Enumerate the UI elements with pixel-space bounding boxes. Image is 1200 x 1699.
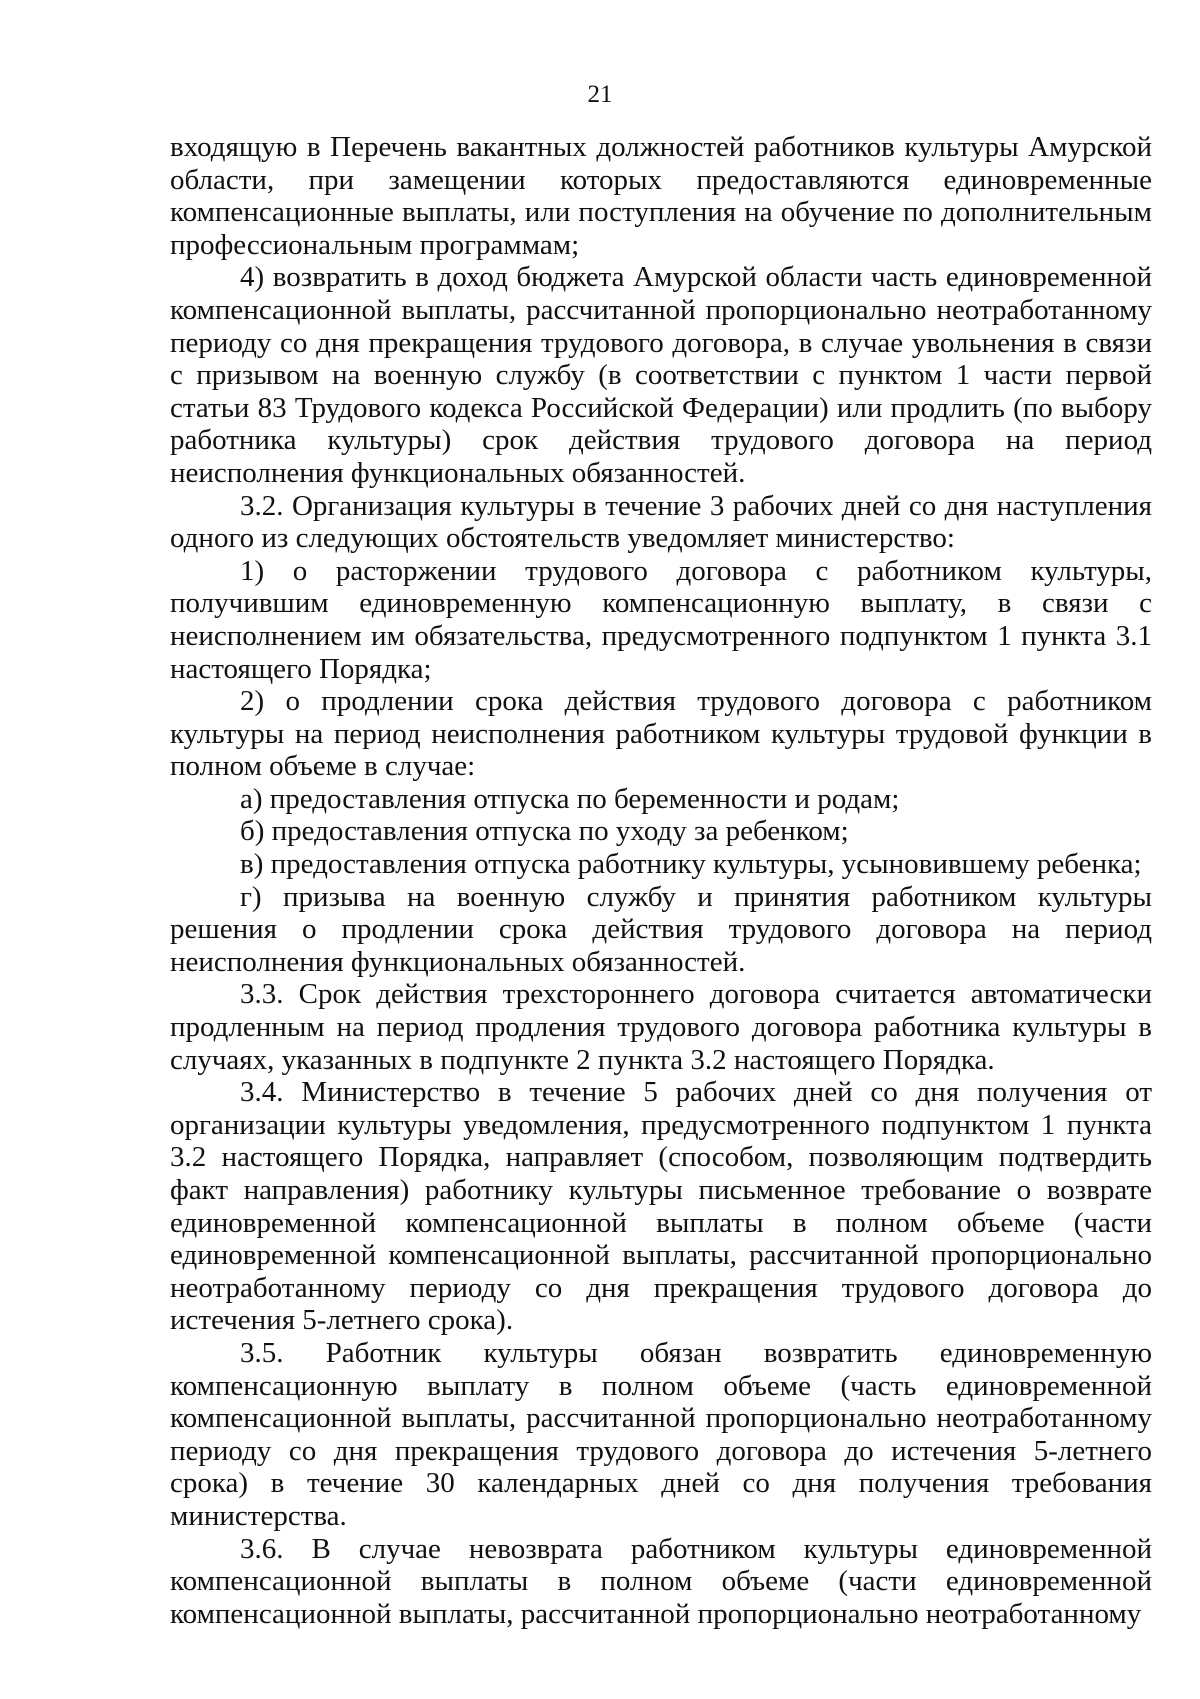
page-number: 21 [587,81,613,108]
paragraph: 4) возвратить в доход бюджета Амурской области часть единовременной компенсационной выплаты, рассчитанной пропорционально неотработанному периоду со дня прекращения трудового договора, в случае увольнения в связи с призывом на военную службу (в соответствии с пунктом 1 части первой статьи 83 Трудового кодекса Российской Федерации) или продлить (по выбору работника культуры) срок действия трудового договора на период неисполнения функциональных обязанностей. [170,261,1152,489]
sub-list-item: г) призыва на военную службу и принятия работником культуры решения о продлении срока действия трудового договора на период неисполнения функциональных обязанностей. [170,880,1152,978]
sub-list-item: б) предоставления отпуска по уходу за ребенком; [240,815,849,848]
paragraph: входящую в Перечень вакантных должностей работников культуры Амурской области, при замещении которых предоставляются единовременные компенсационные выплаты, или поступления на обучение по дополнительным профессиональным программам; [170,131,1152,261]
list-item: 2) о продлении срока действия трудового договора с работником культуры на период неисполнения работником культуры трудовой функции в полном объеме в случае: [170,685,1152,783]
section-paragraph-3-5: 3.5. Работник культуры обязан возвратить единовременную компенсационную выплату в полном объеме (часть единовременной компенсационной выплаты, рассчитанной пропорционально неотработанному периоду со дня прекращения трудового договора до истечения 5-летнего срока) в течение 30 календарных дней со дня получения требования министерства. [170,1336,1152,1532]
sub-list-item: в) предоставления отпуска работнику культуры, усыновившему ребенка; [240,848,1142,881]
section-paragraph-3-6: 3.6. В случае невозврата работником культуры единовременной компенсационной выплаты в полном объеме (части единовременной компенсационной выплаты, рассчитанной пропорционально неотработанному [170,1532,1152,1630]
list-item: 1) о расторжении трудового договора с работником культуры, получившим единовременную компенсационную выплату, в связи с неисполнением им обязательства, предусмотренного подпунктом 1 пункта 3.1 настоящего Порядка; [170,554,1152,685]
section-paragraph-3-3: 3.3. Срок действия трехстороннего договора считается автоматически продленным на период продления трудового договора работника культуры в случаях, указанных в подпункте 2 пункта 3.2 настоящего Порядка. [170,978,1152,1076]
section-paragraph-3-2: 3.2. Организация культуры в течение 3 рабочих дней со дня наступления одного из следующих обстоятельств уведомляет министерство: [170,489,1152,555]
sub-list-item: а) предоставления отпуска по беременности и родам; [240,782,900,815]
document-body [170,131,1152,1630]
section-paragraph-3-4: 3.4. Министерство в течение 5 рабочих дней со дня получения от организации культуры уведомления, предусмотренного подпунктом 1 пункта 3.2 настоящего Порядка, направляет (способом, позволяющим подтвердить факт направления) работнику культуры письменное требование о возврате единовременной компенсационной выплаты в полном объеме (части единовременной компенсационной выплаты, рассчитанной пропорционально неотработанному периоду со дня прекращения трудового договора до истечения 5-летнего срока). [170,1076,1152,1337]
